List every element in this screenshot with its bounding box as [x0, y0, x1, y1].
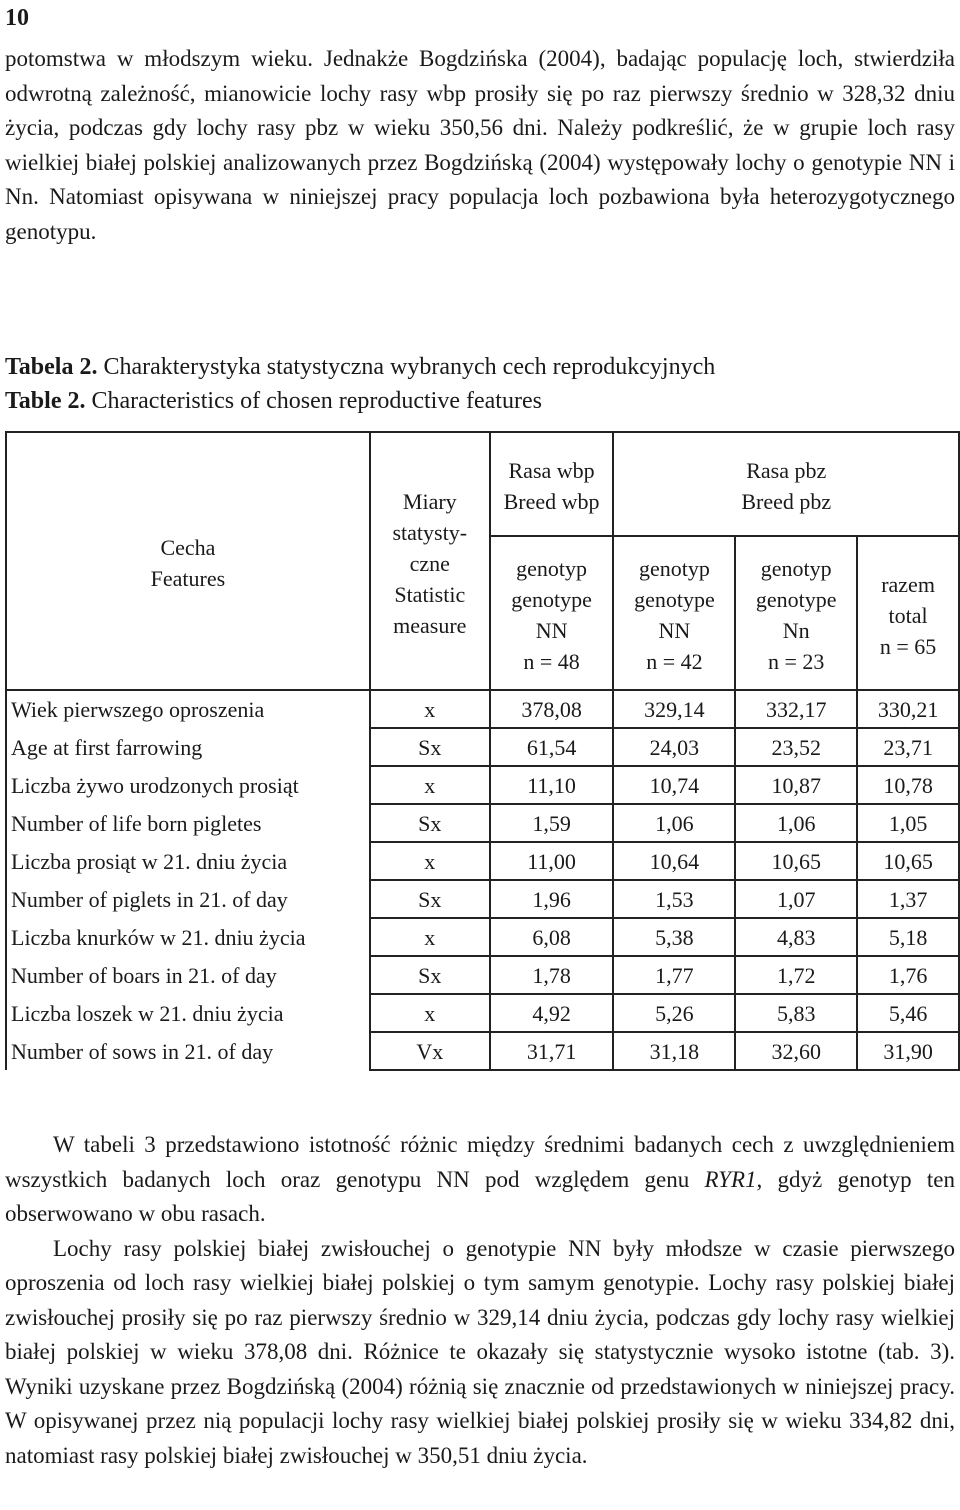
value-cell: 23,71	[857, 728, 959, 766]
caption-pl-text: Charakterystyka statystyczna wybranych cech reprodukcyjnych	[103, 354, 716, 380]
value-cell: 5,18	[857, 918, 959, 956]
table-row	[6, 690, 959, 728]
statistics-table	[5, 431, 960, 1071]
header-col-wbp-nn: genotyp genotype NN n = 48	[490, 536, 614, 690]
feature-label-pl: Liczba prosiąt w 21. dniu życia	[6, 842, 370, 880]
feature-label-pl: Liczba loszek w 21. dniu życia	[6, 994, 370, 1032]
feature-label-en: Number of piglets in 21. of day	[6, 880, 370, 918]
value-cell: 10,74	[613, 766, 735, 804]
caption-en-label: Table 2.	[5, 388, 86, 414]
measure-cell: x	[370, 994, 490, 1032]
value-cell: 1,77	[613, 956, 735, 994]
paragraph-intro: potomstwa w młodszym wieku. Jednakże Bogdzińska (2004), badając populację loch, stwierdziła odwrotną zależność, mianowicie lochy rasy wbp prosiły się po raz pierwszy średnio w 328,32 dniu życia, podczas gdy lochy rasy pbz w wieku 350,56 dni. Należy podkreślić, że w grupie loch rasy wielkiej białej polskiej analizowanych przez Bogdzińską (2004) występowały lochy o genotypie NN i Nn. Natomiast opisywana w niniejszej pracy populacja loch pozbawiona była heterozygotycznego genotypu.	[5, 46, 955, 244]
feature-label-en: Age at first farrowing	[6, 728, 370, 766]
value-cell: 10,65	[857, 842, 959, 880]
value-cell: 10,87	[735, 766, 857, 804]
value-cell: 31,18	[613, 1032, 735, 1070]
value-cell: 1,05	[857, 804, 959, 842]
header-col-pbz-nn-hetero: genotyp genotype Nn n = 23	[735, 536, 857, 690]
header-breed-pbz: Rasa pbz Breed pbz	[613, 432, 959, 536]
page-number: 10	[5, 5, 29, 31]
value-cell: 10,65	[735, 842, 857, 880]
value-cell: 5,26	[613, 994, 735, 1032]
gene-name: RYR1	[704, 1166, 757, 1192]
feature-label-pl: Liczba knurków w 21. dniu życia	[6, 918, 370, 956]
measure-cell: x	[370, 766, 490, 804]
paragraph-discussion: Lochy rasy polskiej białej zwisłouchej o genotypie NN były młodsze w czasie pierwszego oproszenia od loch rasy wielkiej białej polskiej o tym samym genotypie. Lochy rasy polskiej białej zwisłouchej prosiły się po raz pierwszy średnio w 329,14 dniu życia, podczas gdy lochy rasy wielkiej białej polskiej w wieku 378,08 dni. Różnice te okazały się statystycznie wysoko istotne (tab. 3). Wyniki uzyskane przez Bogdzińską (2004) różnią się znacznie od przedstawionych w niniejszej pracy. W opisywanej przez nią populacji lochy rasy wielkiej białej polskiej prosiły się w wieku 334,82 dni, natomiast rasy polskiej białej zwisłouchej w 350,51 dniu życia.	[5, 1235, 955, 1468]
feature-label-en: Number of boars in 21. of day	[6, 956, 370, 994]
table-row	[6, 956, 959, 994]
caption-pl-label: Tabela 2.	[5, 354, 98, 380]
feature-label-pl: Wiek pierwszego oproszenia	[6, 690, 370, 728]
value-cell: 1,96	[490, 880, 614, 918]
table-row	[6, 880, 959, 918]
value-cell: 5,38	[613, 918, 735, 956]
table-caption	[5, 350, 715, 418]
table-row	[6, 766, 959, 804]
feature-label-pl: Liczba żywo urodzonych prosiąt	[6, 766, 370, 804]
measure-cell: Vx	[370, 1032, 490, 1070]
paragraph-table3: W tabeli 3 przedstawiono istotność różnic między średnimi badanych cech z uwzględnieniem wszystkich badanych loch oraz genotypu NN pod względem genu RYR1, gdyż genotyp ten obserwowano w obu rasach.	[5, 1132, 955, 1226]
header-feature: Cecha Features	[6, 432, 370, 690]
value-cell: 329,14	[613, 690, 735, 728]
feature-label-en: Number of sows in 21. of day	[6, 1032, 370, 1070]
value-cell: 24,03	[613, 728, 735, 766]
value-cell: 5,83	[735, 994, 857, 1032]
table-row	[6, 918, 959, 956]
value-cell: 5,46	[857, 994, 959, 1032]
caption-pl	[5, 350, 715, 384]
feature-label-en: Number of life born pigletes	[6, 804, 370, 842]
value-cell: 31,71	[490, 1032, 614, 1070]
header-measure: Miary statysty- czne Statistic measure	[370, 432, 490, 690]
value-cell: 11,00	[490, 842, 614, 880]
value-cell: 332,17	[735, 690, 857, 728]
value-cell: 1,06	[735, 804, 857, 842]
value-cell: 1,76	[857, 956, 959, 994]
value-cell: 10,64	[613, 842, 735, 880]
value-cell: 378,08	[490, 690, 614, 728]
value-cell: 1,53	[613, 880, 735, 918]
table-row	[6, 1032, 959, 1070]
measure-cell: Sx	[370, 956, 490, 994]
table-row	[6, 804, 959, 842]
value-cell: 31,90	[857, 1032, 959, 1070]
value-cell: 10,78	[857, 766, 959, 804]
value-cell: 11,10	[490, 766, 614, 804]
value-cell: 1,72	[735, 956, 857, 994]
value-cell: 1,37	[857, 880, 959, 918]
measure-cell: Sx	[370, 728, 490, 766]
value-cell: 1,59	[490, 804, 614, 842]
value-cell: 1,06	[613, 804, 735, 842]
body-text-after-table	[5, 1128, 955, 1473]
measure-cell: Sx	[370, 880, 490, 918]
measure-cell: x	[370, 690, 490, 728]
caption-en	[5, 384, 715, 418]
table-row	[6, 728, 959, 766]
value-cell: 330,21	[857, 690, 959, 728]
value-cell: 4,83	[735, 918, 857, 956]
header-col-total: razem total n = 65	[857, 536, 959, 690]
header-col-pbz-nn: genotyp genotype NN n = 42	[613, 536, 735, 690]
value-cell: 4,92	[490, 994, 614, 1032]
table-row	[6, 842, 959, 880]
measure-cell: Sx	[370, 804, 490, 842]
header-breed-wbp: Rasa wbp Breed wbp	[490, 432, 614, 536]
measure-cell: x	[370, 918, 490, 956]
value-cell: 23,52	[735, 728, 857, 766]
table-row	[6, 994, 959, 1032]
value-cell: 1,78	[490, 956, 614, 994]
value-cell: 61,54	[490, 728, 614, 766]
value-cell: 32,60	[735, 1032, 857, 1070]
measure-cell: x	[370, 842, 490, 880]
value-cell: 1,07	[735, 880, 857, 918]
value-cell: 6,08	[490, 918, 614, 956]
caption-en-text: Characteristics of chosen reproductive features	[91, 388, 542, 414]
